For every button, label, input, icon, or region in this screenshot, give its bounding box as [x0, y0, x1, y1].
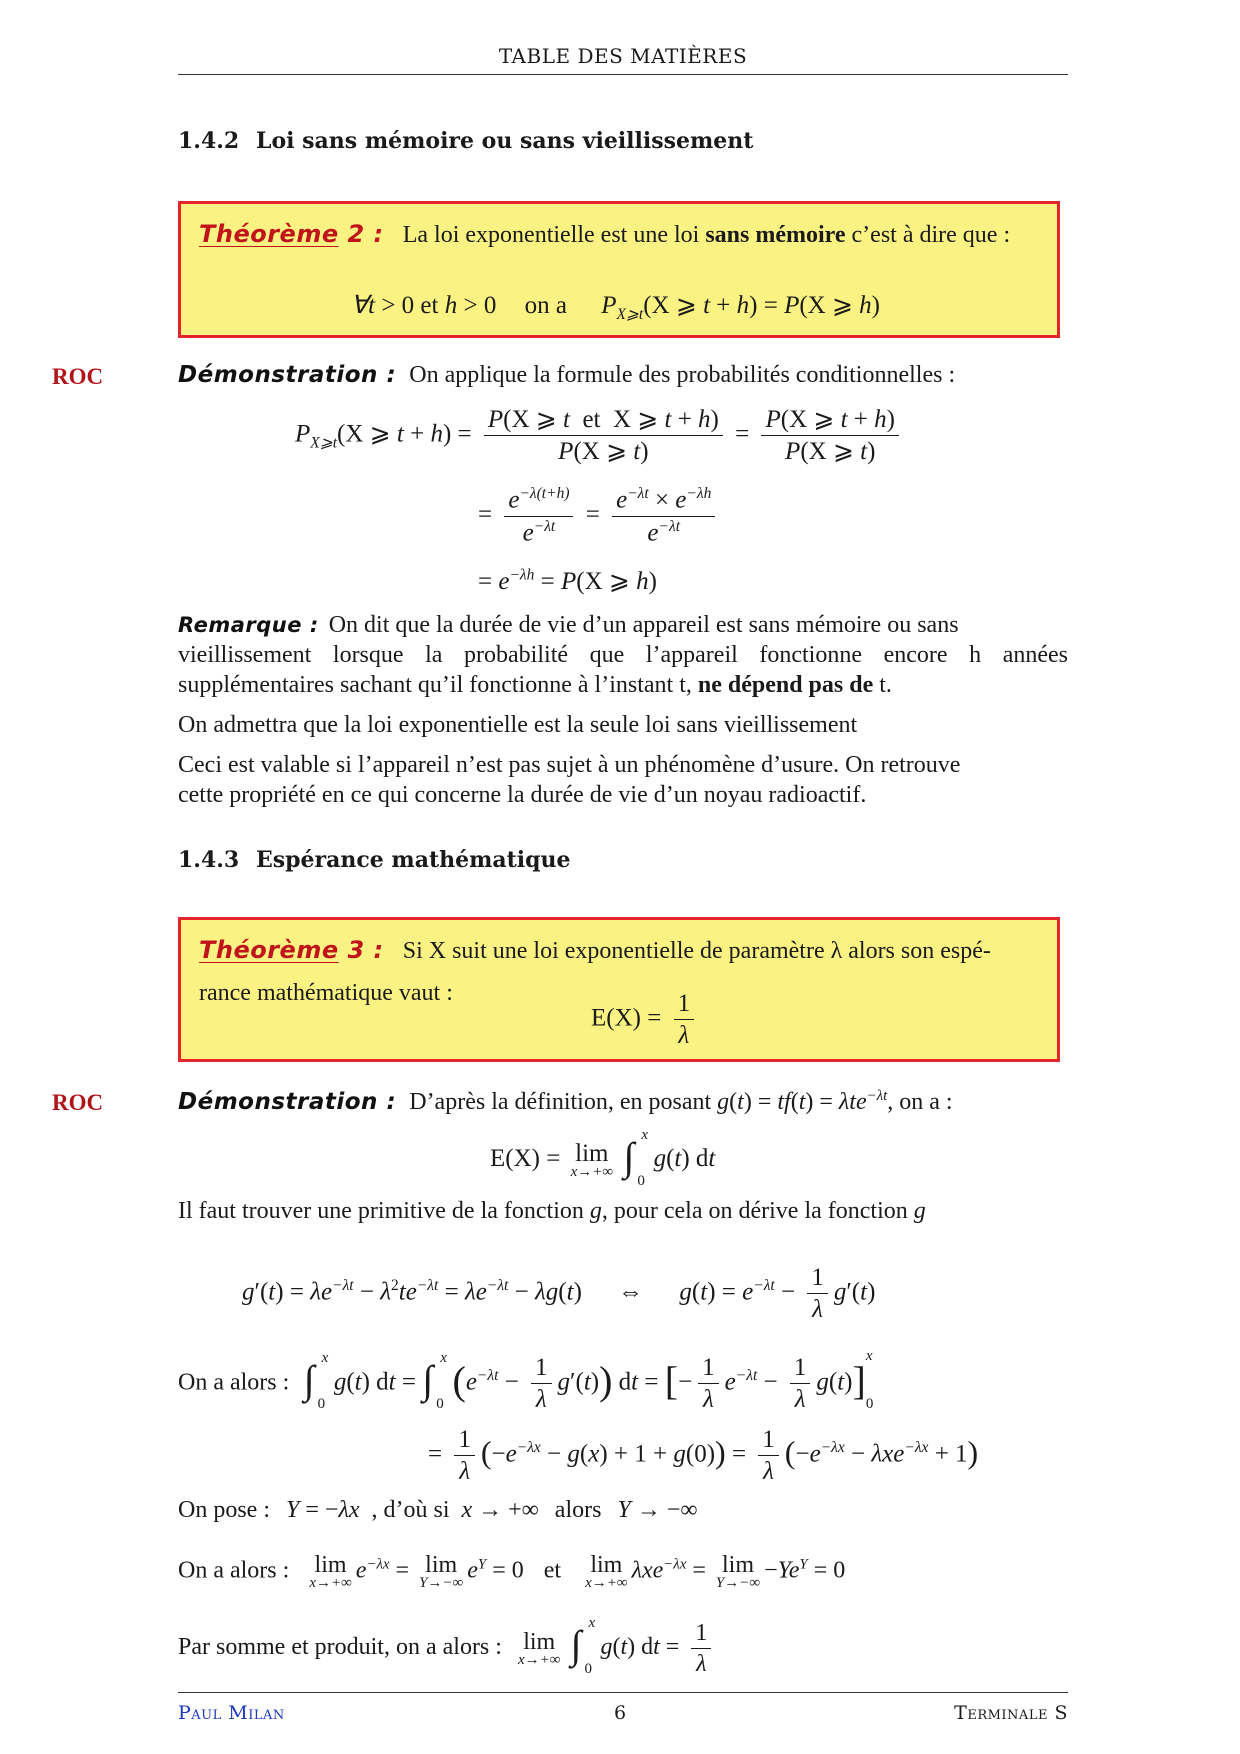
on-a-alors-1: On a alors : — [178, 1369, 290, 1396]
demo-1-equation-2: = $\frac{e^{-\lambda(t+h)}}{e^{-\lambda t}}$ = $\frac{e^{-\lambda t} \times e^{-\lambda h}}{e^{-\lambda t}}$ — [478, 484, 721, 548]
remark-paragraph-3-line-2: cette propriété en ce qui concerne la durée de vie d’un noyau radioactif. — [178, 782, 867, 808]
demo-2-conclusion: Par somme et produit, on a alors : lim x→+∞ ∫ x 0 g(t) dt = $\frac{1}{\lambda}$ — [178, 1618, 717, 1679]
demo-2-integral-line-1: On a alors : ∫ x 0 g(t) dt = ∫ x 0 ($e^{-\lambda t}$ − $\frac{1}{\lambda}$ g′(t)) dt = [− $\frac{1}{\lambda}$ $e^{-\lambda t}$ − $\frac{1}{\lambda}$ g(t)] x 0 — [178, 1347, 874, 1414]
theorem-2-box — [178, 201, 1060, 338]
theorem-2-formula: ∀t > 0 et h > 0 on a $P_{X⩾t}(X$ ⩾ t + h) = P(X ⩾ h) — [351, 292, 880, 323]
demo-1-intro: On applique la formule des probabilités conditionnelles : — [409, 362, 956, 388]
theorem-2-on-a: on a — [524, 292, 567, 319]
section-title: Loi sans mémoire ou sans vieillissement — [256, 128, 754, 154]
theorem-3-statement — [199, 936, 991, 965]
par-somme: Par somme et produit, on a alors : — [178, 1634, 502, 1661]
demo-1-equation-1: $P_{X⩾t}(X$ ⩾ t + h) = $\frac{\text{P(X ⩾ t et X ⩾ t + h)}}{P(X ⩾ t)}$ = $\frac{P(X ⩾ t + h)}{P(X ⩾ t)}$ — [295, 404, 905, 468]
remark-text-1: On dit que la durée de vie d’un appareil est sans mémoire ou sans — [328, 612, 959, 638]
remark-paragraph-3-line-1: Ceci est valable si l’appareil n’est pas sujet à un phénomène d’usure. On retrouve — [178, 752, 961, 778]
remark-text-3-bold: ne dépend pas de — [697, 672, 874, 698]
section-title: Espérance mathématique — [256, 847, 571, 873]
theorem-2-text-bold: sans mémoire — [705, 222, 846, 248]
demo-2-primitive-line: Il faut trouver une primitive de la fonction g, pour cela on dérive la fonction g — [178, 1198, 926, 1224]
theorem-2-label: Théorème 2 : — [199, 220, 384, 248]
section-heading-1-4-3 — [178, 847, 571, 873]
theorem-2-text-before: La loi exponentielle est une loi — [402, 222, 706, 248]
footer-author: Paul Milan — [178, 1702, 285, 1724]
running-header: TABLE DES MATIÈRES — [498, 44, 748, 68]
remark-paragraph-2: On admettra que la loi exponentielle est la seule loi sans vieillissement — [178, 712, 858, 738]
remark-line-3 — [178, 672, 892, 699]
dou-si: , d’où si — [371, 1497, 450, 1523]
footer-class: Terminale S — [954, 1702, 1068, 1724]
roc-marker-2: ROC — [52, 1090, 104, 1115]
on-a-alors-2: On a alors : — [178, 1557, 290, 1584]
remark-text-3-before: supplémentaires sachant qu’il fonctionne à l’instant t, — [178, 672, 698, 698]
demo-2-expectation-limit: E(X) = lim x→+∞ ∫ x 0 g(t) dt — [490, 1126, 716, 1189]
demo-1-intro-line — [178, 362, 955, 389]
theorem-3-line-2: rance mathématique vaut : — [199, 980, 453, 1006]
demo-2-limits: On a alors : lim x→+∞ $e^{-\lambda x}$ = lim Y→−∞ $e^Y = 0$ et lim x→+∞ λxe$^{-\lambda x}$ = lim Y→−∞ $-Ye^Y = 0$ — [178, 1552, 846, 1591]
demo-2-integral-line-2: = $\frac{1}{\lambda}$ $(-e^{-\lambda x} - g(x) + 1 + g(0))$ = $\frac{1}{\lambda}$ $(-e^{-\lambda x} - \lambda xe^{-\lambda x} + 1)$ — [428, 1426, 979, 1486]
demo-2-intro-line — [178, 1088, 953, 1116]
header-rule — [178, 74, 1068, 75]
theorem-3-box — [178, 917, 1060, 1062]
remark-line-2: vieillissement lorsque la probabilité que l’appareil fonctionne encore h années — [178, 642, 1068, 668]
theorem-3-label: Théorème 3 : — [199, 936, 384, 964]
theorem-2-text-after: c’est à dire que : — [845, 222, 1011, 248]
demo-1-equation-3: = $e^{-\lambda h} = P(X$ ⩾ h) — [478, 566, 657, 595]
alors: alors — [554, 1497, 602, 1523]
section-number: 1.4.2 — [178, 128, 240, 154]
demo-2-derivative: $g'(t) = \lambda e^{-\lambda t} - \lambda^2te^{-\lambda t} = \lambda e^{-\lambda t} - \lambda g(t)$ ⇔ $g(t) = e^{-\lambda t}$ − $\frac{1}{\lambda}$ g′(t) — [242, 1264, 876, 1324]
et: et — [543, 1557, 562, 1584]
page-number: 6 — [613, 1702, 627, 1724]
on-pose: On pose : — [178, 1497, 270, 1523]
section-number: 1.4.3 — [178, 847, 240, 873]
section-heading-1-4-2 — [178, 128, 753, 154]
theorem-3-line-1: Si X suit une loi exponentielle de paramètre λ alors son espé- — [402, 938, 991, 964]
demo-2-substitution: On pose : Y = −λx , d’où si x → +∞ alors Y → −∞ — [178, 1497, 698, 1523]
demo-2-intro: D’après la définition, en posant g(t) = tf(t) = λte$^{-\lambda t}$, on a : — [409, 1088, 953, 1115]
roc-marker-1: ROC — [52, 364, 104, 389]
footer-rule — [178, 1692, 1068, 1693]
theorem-2-statement — [199, 220, 1010, 249]
remark-label: Remarque : — [178, 613, 319, 637]
remark-line-1 — [178, 612, 959, 639]
demo-1-label: Démonstration : — [178, 362, 397, 388]
theorem-3-formula: E(X) = $\frac{1}{\lambda}$ — [591, 988, 700, 1052]
demo-2-label: Démonstration : — [178, 1089, 397, 1115]
remark-text-3-after: t. — [873, 672, 892, 698]
